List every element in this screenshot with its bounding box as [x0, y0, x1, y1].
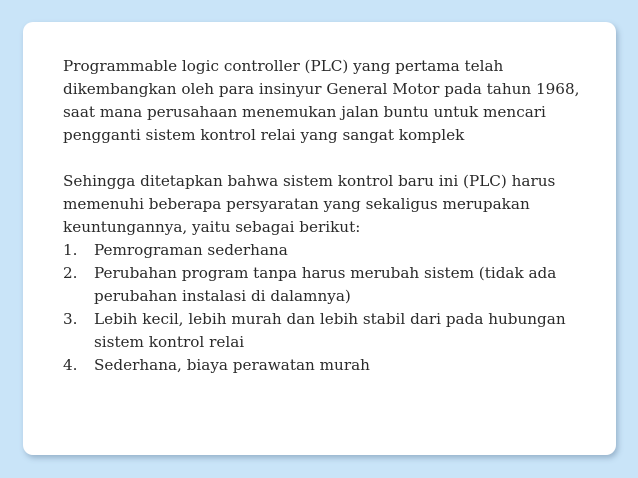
list-item-number: 4. [63, 356, 78, 374]
list-item-number: 1. [63, 241, 78, 259]
list-item-text: Sederhana, biaya perawatan murah [94, 356, 370, 374]
paragraph-spacer [63, 147, 596, 170]
list-item-text: Lebih kecil, lebih murah dan lebih stabil dari pada hubungan sistem kontrol relai [94, 310, 566, 351]
requirements-paragraph: Sehingga ditetapkan bahwa sistem kontrol baru ini (PLC) harus memenuhi beberapa persyaratan yang sekaligus merupakan keuntungannya, yaitu sebagai berikut: [63, 172, 556, 236]
list-item [63, 354, 596, 377]
list-item-number: 3. [63, 310, 78, 328]
list-item-number: 2. [63, 264, 78, 282]
list-item [63, 308, 596, 354]
list-item-text: Perubahan program tanpa harus merubah sistem (tidak ada perubahan instalasi di dalamnya) [94, 264, 557, 305]
list-item [63, 262, 596, 308]
list-item-text: Pemrograman sederhana [94, 241, 288, 259]
intro-paragraph: Programmable logic controller (PLC) yang pertama telah dikembangkan oleh para insinyur General Motor pada tahun 1968, saat mana perusahaan menemukan jalan buntu untuk mencari pengganti sistem kontrol relai yang sangat komplek [63, 57, 580, 144]
requirements-list [63, 239, 596, 377]
slide-card [23, 22, 616, 455]
list-item [63, 239, 596, 262]
